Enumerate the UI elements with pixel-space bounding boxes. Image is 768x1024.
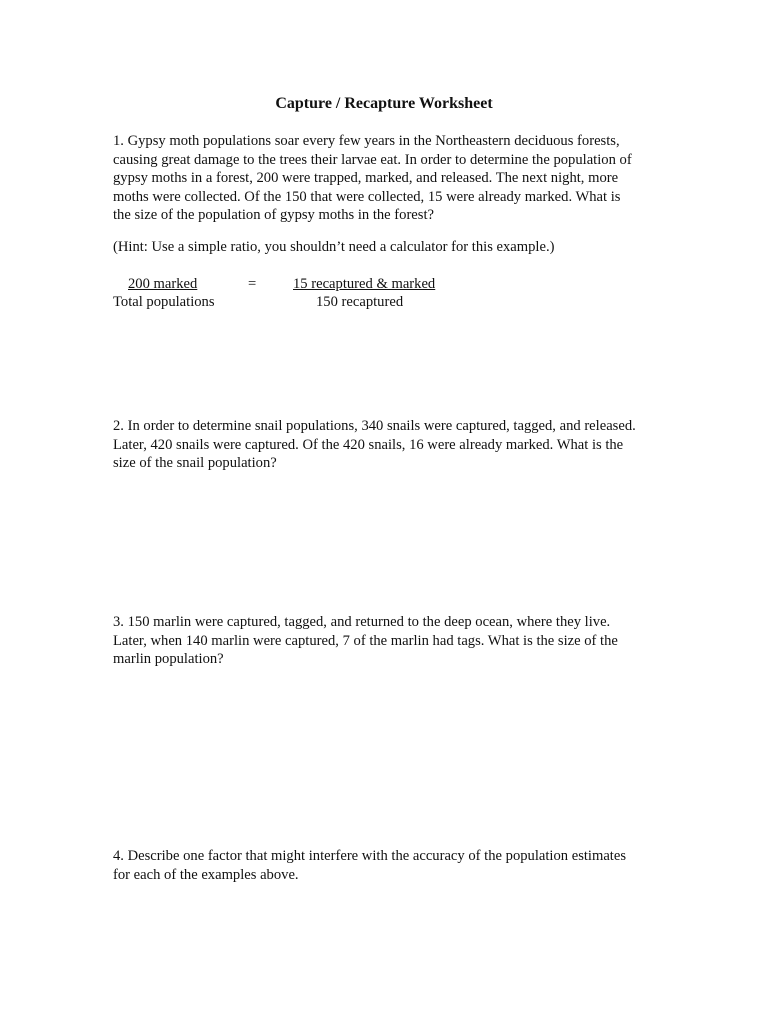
question-1-line: moths were collected. Of the 150 that were collected, 15 were already marked. What is bbox=[113, 188, 621, 205]
hint-text: (Hint: Use a simple ratio, you shouldn’t need a calculator for this example.) bbox=[113, 239, 555, 255]
question-4-line: for each of the examples above. bbox=[113, 866, 299, 883]
question-4 bbox=[113, 847, 673, 884]
worksheet-title: Capture / Recapture Worksheet bbox=[275, 95, 493, 112]
ratio-right-numerator: 15 recaptured & marked bbox=[293, 276, 436, 292]
question-1 bbox=[113, 132, 673, 225]
ratio-left-numerator: 200 marked bbox=[128, 276, 198, 292]
question-1-line: causing great damage to the trees their larvae eat. In order to determine the population of bbox=[113, 151, 632, 168]
question-4-line: 4. Describe one factor that might interfere with the accuracy of the population estimates bbox=[113, 848, 627, 864]
ratio-equals-sign: = bbox=[248, 276, 257, 292]
question-1-line: 1. Gypsy moth populations soar every few years in the Northeastern deciduous forests, bbox=[113, 133, 620, 149]
question-1-line: the size of the population of gypsy moths in the forest? bbox=[113, 207, 434, 223]
question-1-hint bbox=[113, 238, 673, 257]
question-3-line: 3. 150 marlin were captured, tagged, and returned to the deep ocean, where they live. bbox=[113, 614, 611, 630]
question-3 bbox=[113, 613, 673, 669]
ratio-left-denominator: Total populations bbox=[113, 294, 215, 310]
question-2-line: 2. In order to determine snail populations, 340 snails were captured, tagged, and released. bbox=[113, 418, 636, 434]
question-1-line: gypsy moths in a forest, 200 were trapped, marked, and released. The next night, more bbox=[113, 170, 619, 186]
question-2-line: size of the snail population? bbox=[113, 455, 277, 471]
question-3-line: Later, when 140 marlin were captured, 7 of the marlin had tags. What is the size of the bbox=[113, 632, 618, 649]
ratio-right-denominator: 150 recaptured bbox=[316, 294, 404, 310]
question-2-line: Later, 420 snails were captured. Of the 420 snails, 16 were already marked. What is the bbox=[113, 436, 624, 453]
question-3-line: marlin population? bbox=[113, 651, 224, 667]
question-2 bbox=[113, 417, 673, 473]
